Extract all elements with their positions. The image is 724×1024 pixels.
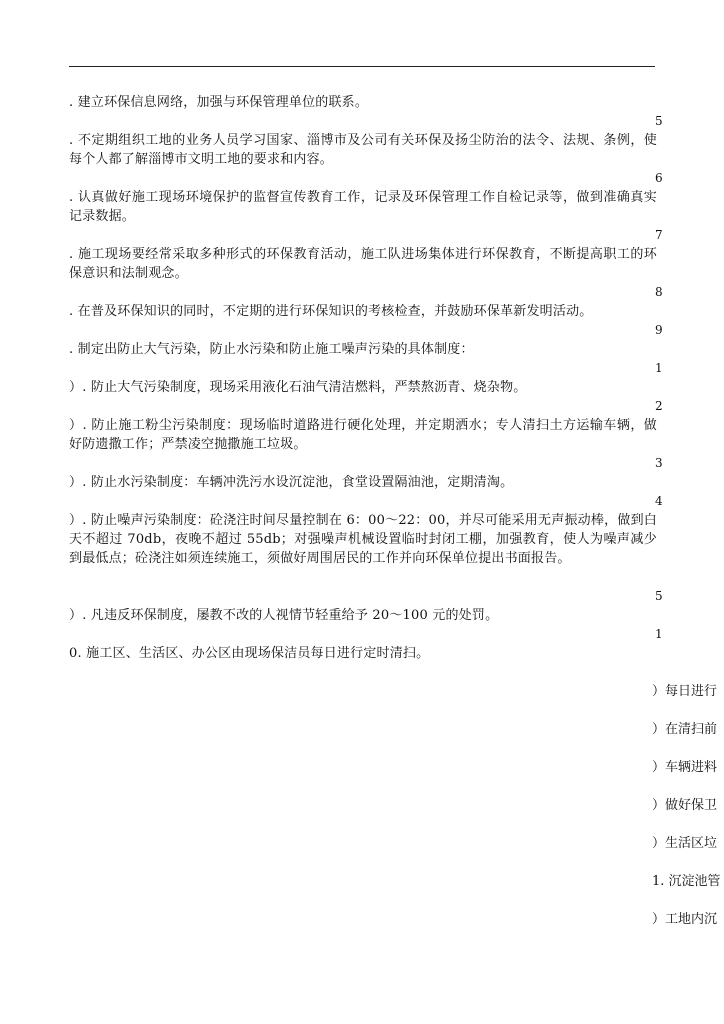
paragraph: ）. 防止施工粉尘污染制度：现场临时道路进行硬化处理，并定期洒水；专人清扫土方运输车辆，做好防遗撒工作；严禁凌空抛撒施工垃圾。 (69, 418, 657, 452)
paragraph: ）. 凡违反环保制度，屡教不改的人视情节轻重给予 20～100 元的处罚。 (69, 608, 499, 623)
margin-number: 9 (655, 323, 663, 337)
margin-number: 8 (655, 285, 663, 299)
right-column-line: ）每日进行 (652, 684, 718, 699)
margin-number: 7 (655, 228, 663, 242)
margin-number: 1 (655, 627, 663, 641)
right-column-line: 1. 沉淀池管 (652, 874, 721, 889)
right-column-line: ）工地内沉 (652, 912, 718, 927)
paragraph: ）. 防止噪声污染制度：砼浇注时间尽量控制在 6：00～22：00，并尽可能采用无声振动棒，做到白天不超过 70db，夜晚不超过 55db；对强噪声机械设置临时封闭工棚，加强教育，使人为噪声减少到最低点；砼浇注如须连续施工，须做好周围居民的工作并向环保单位提出书面报告。 (69, 513, 657, 566)
paragraph: 0. 施工区、生活区、办公区由现场保洁员每日进行定时清扫。 (69, 646, 430, 661)
margin-number: 5 (655, 114, 663, 128)
paragraph: . 建立环保信息网络，加强与环保管理单位的联系。 (69, 95, 369, 110)
margin-number: 1 (655, 361, 663, 375)
header-rule (69, 66, 655, 67)
paragraph: . 不定期组织工地的业务人员学习国家、淄博市及公司有关环保及扬尘防治的法令、法规、条例，使每个人都了解淄博市文明工地的要求和内容。 (69, 133, 657, 167)
paragraph: . 制定出防止大气污染，防止水污染和防止施工噪声污染的具体制度： (69, 342, 474, 357)
margin-number: 3 (655, 456, 663, 470)
right-column-line: ）车辆进料 (652, 760, 718, 775)
paragraph: ）. 防止大气污染制度，现场采用液化石油气清洁燃料，严禁熬沥青、烧杂物。 (69, 380, 527, 395)
paragraph: . 认真做好施工现场环境保护的监督宣传教育工作，记录及环保管理工作自检记录等，做到准确真实记录数据。 (69, 190, 657, 224)
right-column-line: ）在清扫前 (652, 722, 718, 737)
margin-number: 2 (655, 399, 663, 413)
right-column-line: ）生活区垃 (652, 836, 718, 851)
margin-number: 6 (655, 171, 663, 185)
paragraph: . 在普及环保知识的同时，不定期的进行环保知识的考核检查，并鼓励环保革新发明活动。 (69, 304, 593, 319)
paragraph: ）. 防止水污染制度：车辆冲洗污水设沉淀池，食堂设置隔油池，定期清淘。 (69, 475, 514, 490)
right-column-line: ）做好保卫 (652, 798, 718, 813)
paragraph: . 施工现场要经常采取多种形式的环保教育活动，施工队进场集体进行环保教育，不断提高职工的环保意识和法制观念。 (69, 247, 657, 281)
margin-number: 4 (655, 494, 663, 508)
margin-number: 5 (655, 589, 663, 603)
